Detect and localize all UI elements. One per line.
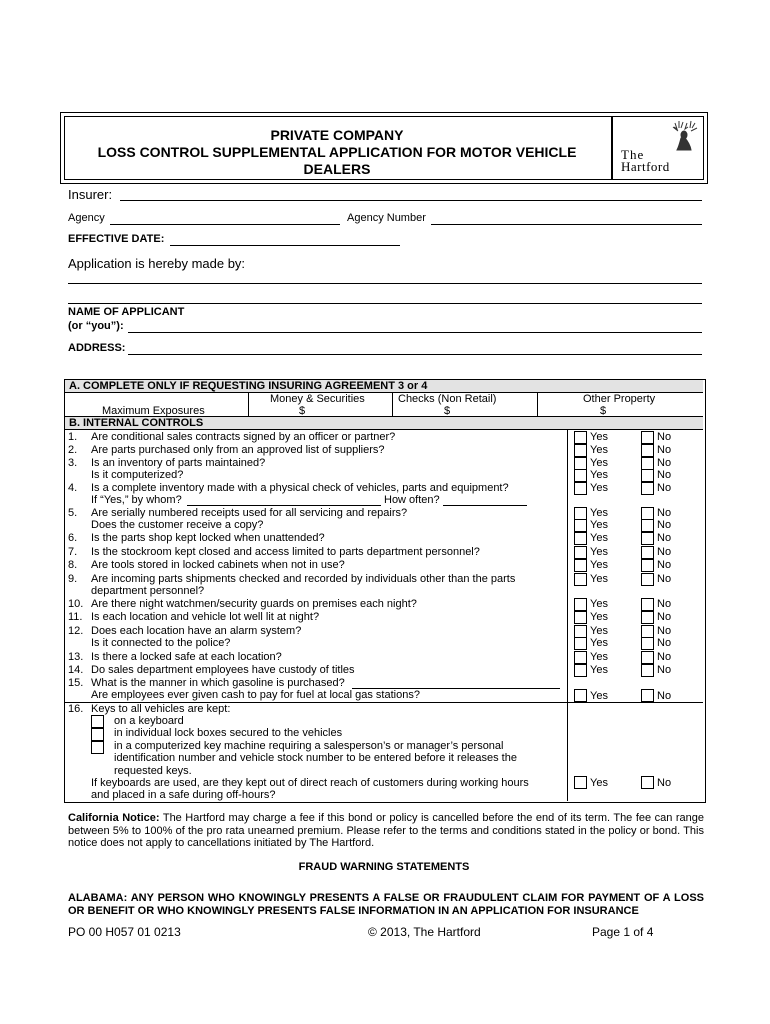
yes-label: Yes (590, 777, 608, 789)
question-number: 15. (68, 677, 84, 689)
checks-label: Checks (Non Retail) (398, 393, 497, 405)
or-you-label: (or “you”): (68, 320, 124, 332)
effective-date-field[interactable] (170, 245, 400, 246)
address-label: ADDRESS: (68, 342, 126, 354)
question-text: Keys to all vehicles are kept: (91, 703, 231, 715)
question-text: Are tools stored in locked cabinets when not in use? (91, 559, 345, 571)
keys-option: identification number and vehicle stock number to be entered before it releases the (114, 752, 517, 764)
question-text: Does each location have an alarm system? (91, 625, 302, 637)
no-label: No (657, 573, 672, 585)
dollar-sign: $ (444, 405, 451, 417)
yes-checkbox[interactable] (574, 444, 587, 457)
inventory-by-whom-field[interactable] (187, 505, 381, 506)
yes-checkbox[interactable] (574, 469, 587, 482)
no-label: No (657, 625, 672, 637)
yes-label: Yes (590, 431, 608, 443)
no-checkbox[interactable] (641, 651, 654, 664)
inventory-how-often-field[interactable] (443, 505, 527, 506)
question-number: 9. (68, 573, 78, 585)
no-checkbox[interactable] (641, 431, 654, 444)
divider (248, 392, 249, 416)
yes-checkbox[interactable] (574, 482, 587, 495)
copyright: © 2013, The Hartford (368, 925, 481, 939)
yes-checkbox[interactable] (574, 559, 587, 572)
question-text: Is each location and vehicle lot well lit at night? (91, 611, 320, 623)
keys-option: in individual lock boxes secured to the vehicles (114, 727, 343, 739)
yes-checkbox[interactable] (574, 546, 587, 559)
no-label: No (657, 777, 672, 789)
dollar-sign: $ (299, 405, 306, 417)
question-number: 3. (68, 457, 78, 469)
keys-option: in a computerized key machine requiring a salesperson’s or manager’s personal (114, 740, 504, 752)
section-b-header: B. INTERNAL CONTROLS (65, 417, 703, 429)
question-number: 1. (68, 431, 78, 443)
no-checkbox[interactable] (641, 444, 654, 457)
question-text: Is the stockroom kept closed and access limited to parts department personnel? (91, 546, 480, 558)
keys-keyboard-checkbox[interactable] (91, 715, 104, 728)
no-checkbox[interactable] (641, 469, 654, 482)
keys-option: requested keys. (114, 765, 192, 777)
no-label: No (657, 546, 672, 558)
no-label: No (657, 482, 672, 494)
address-field[interactable] (128, 354, 702, 355)
question-number: 14. (68, 664, 84, 676)
no-checkbox[interactable] (641, 546, 654, 559)
yes-checkbox[interactable] (574, 573, 587, 586)
yes-checkbox[interactable] (574, 431, 587, 444)
question-text: Is a complete inventory made with a physical check of vehicles, parts and equipment? (91, 482, 509, 494)
no-checkbox[interactable] (641, 519, 654, 532)
insurer-label: Insurer: (68, 187, 113, 202)
yes-checkbox[interactable] (574, 651, 587, 664)
no-checkbox[interactable] (641, 611, 654, 624)
how-often-label: How often? (384, 494, 440, 506)
fraud-warning-title: FRAUD WARNING STATEMENTS (298, 861, 470, 873)
divider (65, 429, 703, 430)
question-text: What is the manner in which gasoline is purchased? (91, 677, 345, 689)
keys-computerized-checkbox[interactable] (91, 741, 104, 754)
yes-checkbox[interactable] (574, 776, 587, 789)
yes-label: Yes (590, 507, 608, 519)
yes-label: Yes (590, 573, 608, 585)
divider (567, 429, 568, 801)
yes-label: Yes (590, 469, 608, 481)
yes-label: Yes (590, 664, 608, 676)
no-label: No (657, 431, 672, 443)
applicant-line-2[interactable] (68, 303, 702, 304)
alabama-warning: ALABAMA: ANY PERSON WHO KNOWINGLY PRESENTS A FALSE OR FRAUDULENT CLAIM FOR PAYMENT OF A LOSS OR BENEFIT OR WHO KNOWINGLY PRESENTS FALSE INFORMATION IN AN APPLICATION FOR INSURANCE (68, 892, 704, 917)
no-label: No (657, 469, 672, 481)
no-label: No (657, 611, 672, 623)
no-label: No (657, 519, 672, 531)
no-checkbox[interactable] (641, 776, 654, 789)
form-number: PO 00 H057 01 0213 (68, 925, 181, 939)
yes-checkbox[interactable] (574, 664, 587, 677)
question-text: Is the parts shop kept locked when unattended? (91, 532, 325, 544)
logo-name: Hartford (621, 159, 670, 174)
application-made-by-label: Application is hereby made by: (68, 256, 246, 271)
no-label: No (657, 457, 672, 469)
question-text: Are conditional sales contracts signed by an officer or partner? (91, 431, 396, 443)
insurer-field[interactable] (120, 200, 702, 201)
question-number: 5. (68, 507, 78, 519)
keys-option: on a keyboard (114, 715, 184, 727)
question-text: If “Yes,” by whom? (91, 494, 182, 506)
question-text: Are parts purchased only from an approved list of suppliers? (91, 444, 385, 456)
question-number: 12. (68, 625, 84, 637)
question-text: Do sales department employees have custody of titles (91, 664, 355, 676)
question-text: Are there night watchmen/security guards on premises each night? (91, 598, 417, 610)
section-a-header: A. COMPLETE ONLY IF REQUESTING INSURING AGREEMENT 3 or 4 (65, 380, 703, 392)
question-text: department personnel? (91, 585, 205, 597)
hartford-logo (612, 116, 704, 180)
name-of-applicant-label: NAME OF APPLICANT (68, 306, 185, 318)
yes-checkbox[interactable] (574, 598, 587, 611)
other-property-label: Other Property (583, 393, 656, 405)
no-checkbox[interactable] (641, 573, 654, 586)
question-number: 11. (68, 611, 83, 623)
effective-date-label: EFFECTIVE DATE: (68, 233, 165, 245)
yes-label: Yes (590, 651, 608, 663)
california-notice-text: The Hartford may charge a fee if this bond or policy is cancelled before the end of its term. The fee can range between 5% to 100% of the pro rata unearned premium. Please refer to the terms and conditions stated in the policy or bond. This notice does not apply to cancellations initiated by The Hartford. (68, 812, 704, 849)
yes-checkbox[interactable] (574, 532, 587, 545)
question-number: 10. (68, 598, 84, 610)
no-checkbox[interactable] (641, 532, 654, 545)
question-number: 8. (68, 559, 78, 571)
title-line-3: DEALERS (303, 161, 371, 177)
yes-checkbox[interactable] (574, 611, 587, 624)
question-number: 7. (68, 546, 78, 558)
question-text: Is it connected to the police? (91, 637, 231, 649)
yes-label: Yes (590, 482, 608, 494)
title-line-1: PRIVATE COMPANY (270, 127, 404, 143)
california-notice (68, 812, 704, 850)
yes-checkbox[interactable] (574, 689, 587, 702)
max-exposures-label: Maximum Exposures (102, 405, 205, 417)
no-label: No (657, 637, 672, 649)
applicant-line-1[interactable] (68, 283, 702, 284)
yes-checkbox[interactable] (574, 637, 587, 650)
question-text: Is there a locked safe at each location? (91, 651, 282, 663)
agency-label: Agency (68, 212, 105, 224)
yes-label: Yes (590, 559, 608, 571)
question-number: 13. (68, 651, 84, 663)
question-text: Does the customer receive a copy? (91, 519, 264, 531)
page-number: Page 1 of 4 (592, 925, 654, 939)
no-checkbox[interactable] (641, 689, 654, 702)
yes-label: Yes (590, 690, 608, 702)
question-number: 6. (68, 532, 78, 544)
yes-label: Yes (590, 637, 608, 649)
question-text: Are incoming parts shipments checked and recorded by individuals other than the parts (91, 573, 516, 585)
no-label: No (657, 690, 672, 702)
question-number: 16. (68, 703, 84, 715)
no-checkbox[interactable] (641, 482, 654, 495)
no-label: No (657, 651, 672, 663)
money-securities-label: Money & Securities (270, 393, 365, 405)
keyboard-question-line-2: and placed in a safe during off-hours? (91, 789, 276, 801)
keys-lockbox-checkbox[interactable] (91, 728, 104, 741)
yes-label: Yes (590, 457, 608, 469)
yes-label: Yes (590, 625, 608, 637)
no-checkbox[interactable] (641, 637, 654, 650)
yes-label: Yes (590, 611, 608, 623)
no-label: No (657, 507, 672, 519)
name-of-applicant-field[interactable] (128, 332, 702, 333)
yes-label: Yes (590, 444, 608, 456)
california-notice-label: California Notice: (68, 812, 160, 824)
question-number: 2. (68, 444, 78, 456)
yes-label: Yes (590, 546, 608, 558)
agency-field[interactable] (110, 224, 340, 225)
no-label: No (657, 444, 672, 456)
title-line-2: LOSS CONTROL SUPPLEMENTAL APPLICATION FOR MOTOR VEHICLE (97, 144, 577, 160)
yes-label: Yes (590, 598, 608, 610)
question-number: 4. (68, 482, 78, 494)
agency-number-field[interactable] (431, 224, 702, 225)
no-label: No (657, 664, 672, 676)
question-text: Is an inventory of parts maintained? (91, 457, 266, 469)
agency-number-label: Agency Number (347, 212, 426, 224)
no-label: No (657, 532, 672, 544)
no-label: No (657, 559, 672, 571)
question-text: Are serially numbered receipts used for all servicing and repairs? (91, 507, 408, 519)
no-checkbox[interactable] (641, 559, 654, 572)
logo-the: The (621, 147, 645, 162)
divider (392, 392, 393, 416)
question-text: Are employees ever given cash to pay for fuel at local gas stations? (91, 689, 420, 701)
yes-label: Yes (590, 519, 608, 531)
no-label: No (657, 598, 672, 610)
keyboard-question-line-1: If keyboards are used, are they kept out of direct reach of customers during working hours (91, 777, 529, 789)
no-checkbox[interactable] (641, 664, 654, 677)
divider (537, 392, 538, 416)
yes-label: Yes (590, 532, 608, 544)
dollar-sign: $ (600, 405, 607, 417)
question-text: Is it computerized? (91, 469, 184, 481)
yes-checkbox[interactable] (574, 519, 587, 532)
no-checkbox[interactable] (641, 598, 654, 611)
